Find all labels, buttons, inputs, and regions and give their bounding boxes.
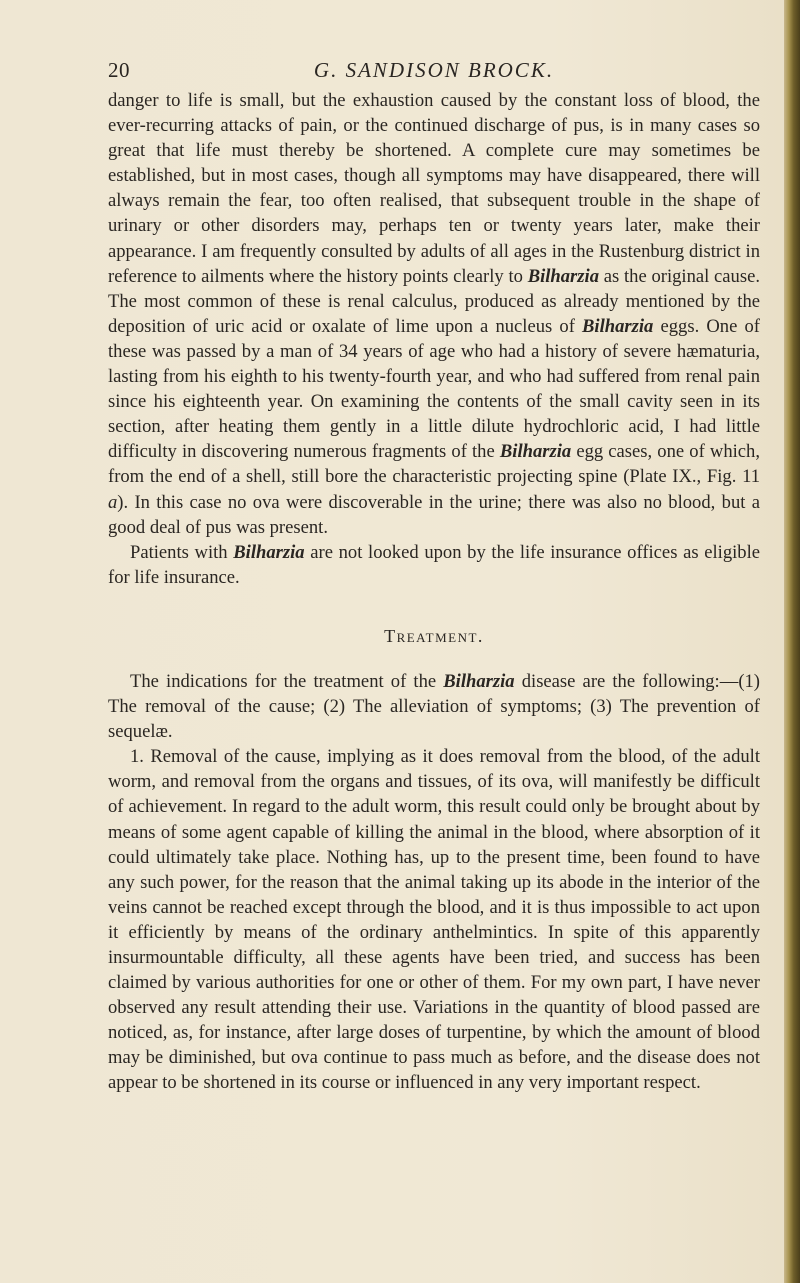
italic-term: Bilharzia [443,670,515,692]
paragraph-4: 1. Removal of the cause, implying as it does removal from the blood, of the adult worm, and removal from the organs and tissues, of its ova, will manifestly be difficult of achievement. In regard to the adult worm, this result could only be brought about by means of some agent capable of killing the animal in the blood, where absorption of it could ultimately take place. Nothing has, up to the present time, been found to have any such power, for the reason that the animal taking up its abode in the interior of the veins cannot be reached except through the blood, and it is thus impossible to act upon it efficiently by means of the ordinary anthelmintics. In spite of this apparently insurmountable difficulty, all these agents have been tried, and success has been claimed by various authorities for one or other of them. For my own part, I have never observed any result attending their use. Variations in the quantity of blood passed are noticed, as, for instance, after large doses of turpentine, by which the amount of blood may be diminished, but ova continue to pass much as before, and the disease does not appear to be shortened in its course or influenced in any very important respect. [108,746,760,1094]
figure-letter: a [108,491,118,513]
italic-term: Bilharzia [527,265,599,287]
paragraph-2-text-b: are not looked upon by the life insurance offices as eligible for life insurance. [108,541,761,588]
paragraph-1-text-b: as the original cause. The most common of these is renal calculus, produced as already mentioned by the deposition of uric acid or oxalate of lime upon a nucleus of [108,265,760,337]
body-text [108,88,760,1096]
paragraph-2-text-a: Patients with [130,541,234,563]
paragraph-3 [108,669,760,744]
italic-term: Bilharzia [233,541,305,563]
italic-term: Bilharzia [499,441,572,463]
italic-term: Bilharzia [582,315,654,337]
paragraph-3-text-b: disease are the following:—(1) The removal of the cause; (2) The alleviation of symptoms; (3) The prevention of sequelæ. [108,670,760,743]
running-header [108,58,760,84]
paragraph-1-text-d: egg cases, one of which, from the end of a shell, still bore the characteristic projecting spine (Plate IX., Fig. 11 [108,441,760,488]
paragraph-1-text-a: danger to life is small, but the exhaustion caused by the constant loss of blood, the ever-recurring attacks of pain, or the continued discharge of pus, is in many cases so great that life must thereby be shortened. A complete cure may sometimes be established, but in most cases, though all symptoms may have disappeared, there will always remain the fear, too often realised, that subsequent trouble in the shape of urinary or other disorders may, perhaps ten or twenty years later, make their appearance. I am frequently consulted by adults of all ages in the Rustenburg district in reference to ailments where the history points clearly to [108,90,760,287]
page-number: 20 [108,58,130,82]
paragraph-1 [108,88,760,540]
running-title: G. SANDISON BROCK. [313,58,555,82]
page-edge-binding [784,0,800,1283]
paragraph-3-text-a: The indications for the treatment of the [130,670,444,692]
paragraph-2 [108,540,760,590]
paragraph-1-text-c: eggs. One of these was passed by a man of 34 years of age who had a history of severe hæmaturia, lasting from his eighth to his twenty-fourth year, and who had suffered from renal pain since his eighteenth year. On examining the contents of the small cavity seen in its section, after heating them gently in a little dilute hydrochloric acid, I had little difficulty in discovering numerous fragments of the [108,315,760,463]
section-heading: Treatment. [384,625,484,646]
paragraph-1-text-e: ). In this case no ova were discoverable in the urine; there was also no blood, but a good deal of pus was present. [108,491,760,538]
